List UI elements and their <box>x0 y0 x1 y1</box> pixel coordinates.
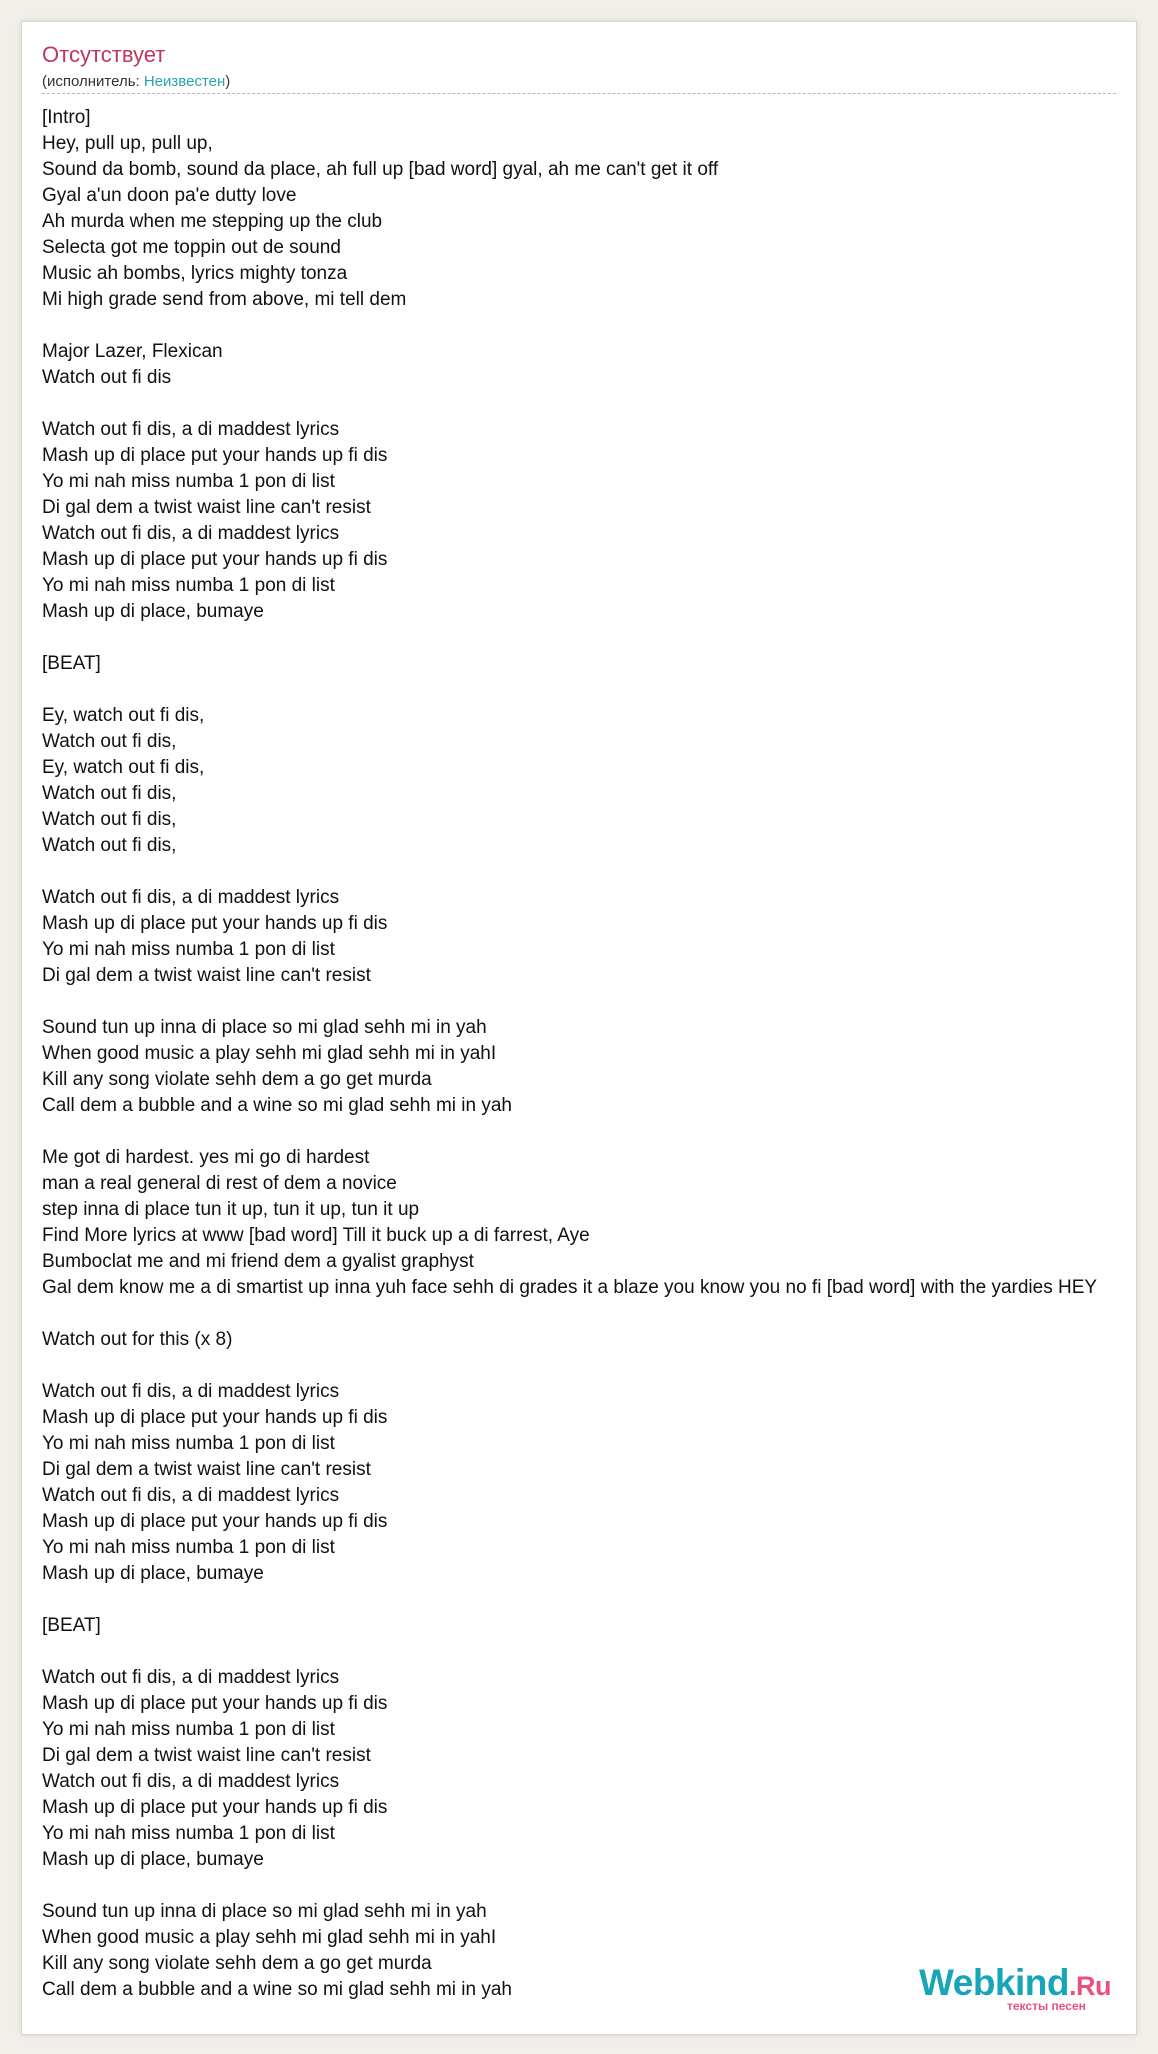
lyric-line: [BEAT] <box>42 653 101 674</box>
lyric-line: Watch out fi dis, <box>42 783 177 804</box>
lyric-line: Watch out fi dis, <box>42 835 177 856</box>
lyric-line: Selecta got me toppin out de sound <box>42 237 341 258</box>
logo-tld: .Ru <box>1069 1971 1111 2001</box>
lyric-line: Watch out fi dis, a di maddest lyrics <box>42 523 340 544</box>
lyric-line: Ah murda when me stepping up the club <box>42 211 383 232</box>
lyric-line: Mash up di place, bumaye <box>42 601 264 622</box>
lyric-line: step inna di place tun it up, tun it up, tun it up <box>42 1199 420 1220</box>
lyric-line: Mash up di place put your hands up fi dis <box>42 445 388 466</box>
lyric-line: Watch out fi dis, a di maddest lyrics <box>42 1667 340 1688</box>
lyric-blank-line <box>42 1301 1097 1327</box>
lyric-line: Watch out fi dis, a di maddest lyrics <box>42 1771 340 1792</box>
lyric-line: Kill any song violate sehh dem a go get murda <box>42 1069 432 1090</box>
lyric-blank-line <box>42 677 1097 703</box>
header-divider <box>42 93 1116 94</box>
lyric-line: Yo mi nah miss numba 1 pon di list <box>42 575 335 596</box>
lyric-line: Di gal dem a twist waist line can't resist <box>42 965 371 986</box>
lyric-line: Me got di hardest. yes mi go di hardest <box>42 1147 370 1168</box>
lyric-line: Di gal dem a twist waist line can't resist <box>42 1459 371 1480</box>
lyric-line: Yo mi nah miss numba 1 pon di list <box>42 1433 335 1454</box>
lyric-line: Gyal a'un doon pa'e dutty love <box>42 185 297 206</box>
lyric-line: Mash up di place put your hands up fi dis <box>42 913 388 934</box>
lyric-blank-line <box>42 1639 1097 1665</box>
lyric-line: Find More lyrics at www [bad word] Till it buck up a di farrest, Aye <box>42 1225 590 1246</box>
lyric-line: Di gal dem a twist waist line can't resist <box>42 497 371 518</box>
lyric-line: Watch out fi dis, a di maddest lyrics <box>42 1381 340 1402</box>
lyric-line: Music ah bombs, lyrics mighty tonza <box>42 263 348 284</box>
lyric-line: Call dem a bubble and a wine so mi glad sehh mi in yah <box>42 1979 512 2000</box>
lyric-blank-line <box>42 1587 1097 1613</box>
logo-tagline: тексты песен <box>1007 1999 1086 2013</box>
lyric-line: Mi high grade send from above, mi tell dem <box>42 289 407 310</box>
lyric-line: Major Lazer, Flexican <box>42 341 223 362</box>
lyrics-text <box>42 105 1097 2003</box>
lyric-line: Mash up di place, bumaye <box>42 1563 264 1584</box>
lyric-line: Watch out fi dis <box>42 367 172 388</box>
lyric-line: [BEAT] <box>42 1615 101 1636</box>
lyric-line: Watch out fi dis, <box>42 731 177 752</box>
lyric-line: Mash up di place put your hands up fi dis <box>42 1693 388 1714</box>
lyric-blank-line <box>42 1353 1097 1379</box>
lyric-line: Yo mi nah miss numba 1 pon di list <box>42 1537 335 1558</box>
site-logo[interactable] <box>919 1962 1119 2012</box>
lyric-line: Ey, watch out fi dis, <box>42 705 205 726</box>
lyric-blank-line <box>42 1873 1097 1899</box>
lyric-line: Ey, watch out fi dis, <box>42 757 205 778</box>
lyric-line: Hey, pull up, pull up, <box>42 133 213 154</box>
lyric-line: Watch out fi dis, <box>42 809 177 830</box>
lyric-line: Gal dem know me a di smartist up inna yuh face sehh di grades it a blaze you know you no fi [bad word] with the yardies HEY <box>42 1277 1098 1298</box>
artist-prefix: (исполнитель: <box>42 73 144 90</box>
lyric-line: Kill any song violate sehh dem a go get murda <box>42 1953 432 1974</box>
lyric-line: Watch out fi dis, a di maddest lyrics <box>42 1485 340 1506</box>
lyric-line: Mash up di place put your hands up fi dis <box>42 1797 388 1818</box>
lyric-line: When good music a play sehh mi glad sehh mi in yahI <box>42 1043 497 1064</box>
lyric-line: Watch out for this (x 8) <box>42 1329 233 1350</box>
lyric-line: Mash up di place, bumaye <box>42 1849 264 1870</box>
lyric-line: Bumboclat me and mi friend dem a gyalist graphyst <box>42 1251 474 1272</box>
lyric-line: Call dem a bubble and a wine so mi glad sehh mi in yah <box>42 1095 512 1116</box>
lyric-line: Yo mi nah miss numba 1 pon di list <box>42 471 335 492</box>
lyric-line: Mash up di place put your hands up fi dis <box>42 1407 388 1428</box>
artist-link[interactable]: Неизвестен <box>143 73 226 90</box>
lyric-blank-line <box>42 313 1097 339</box>
artist-suffix: ) <box>225 73 231 90</box>
lyrics-card <box>21 21 1137 2035</box>
lyric-line: Mash up di place put your hands up fi dis <box>42 549 388 570</box>
lyric-line: Mash up di place put your hands up fi dis <box>42 1511 388 1532</box>
lyric-blank-line <box>42 859 1097 885</box>
lyric-blank-line <box>42 989 1097 1015</box>
lyric-line: Watch out fi dis, a di maddest lyrics <box>42 887 340 908</box>
artist-line <box>42 73 230 91</box>
lyric-line: Yo mi nah miss numba 1 pon di list <box>42 939 335 960</box>
lyric-blank-line <box>42 625 1097 651</box>
lyric-line: Yo mi nah miss numba 1 pon di list <box>42 1719 335 1740</box>
lyric-line: When good music a play sehh mi glad sehh mi in yahI <box>42 1927 497 1948</box>
lyric-blank-line <box>42 1119 1097 1145</box>
lyric-line: Sound da bomb, sound da place, ah full up [bad word] gyal, ah me can't get it off <box>42 159 719 180</box>
logo-brand: Webkind <box>919 1962 1069 2003</box>
lyric-line: Yo mi nah miss numba 1 pon di list <box>42 1823 335 1844</box>
lyric-line: Sound tun up inna di place so mi glad sehh mi in yah <box>42 1901 487 1922</box>
lyric-line: Watch out fi dis, a di maddest lyrics <box>42 419 340 440</box>
lyric-line: Sound tun up inna di place so mi glad sehh mi in yah <box>42 1017 487 1038</box>
song-title: Отсутствует <box>42 42 166 67</box>
lyric-line: man a real general di rest of dem a novice <box>42 1173 397 1194</box>
lyric-line: [Intro] <box>42 107 91 128</box>
lyric-line: Di gal dem a twist waist line can't resist <box>42 1745 371 1766</box>
lyric-blank-line <box>42 391 1097 417</box>
